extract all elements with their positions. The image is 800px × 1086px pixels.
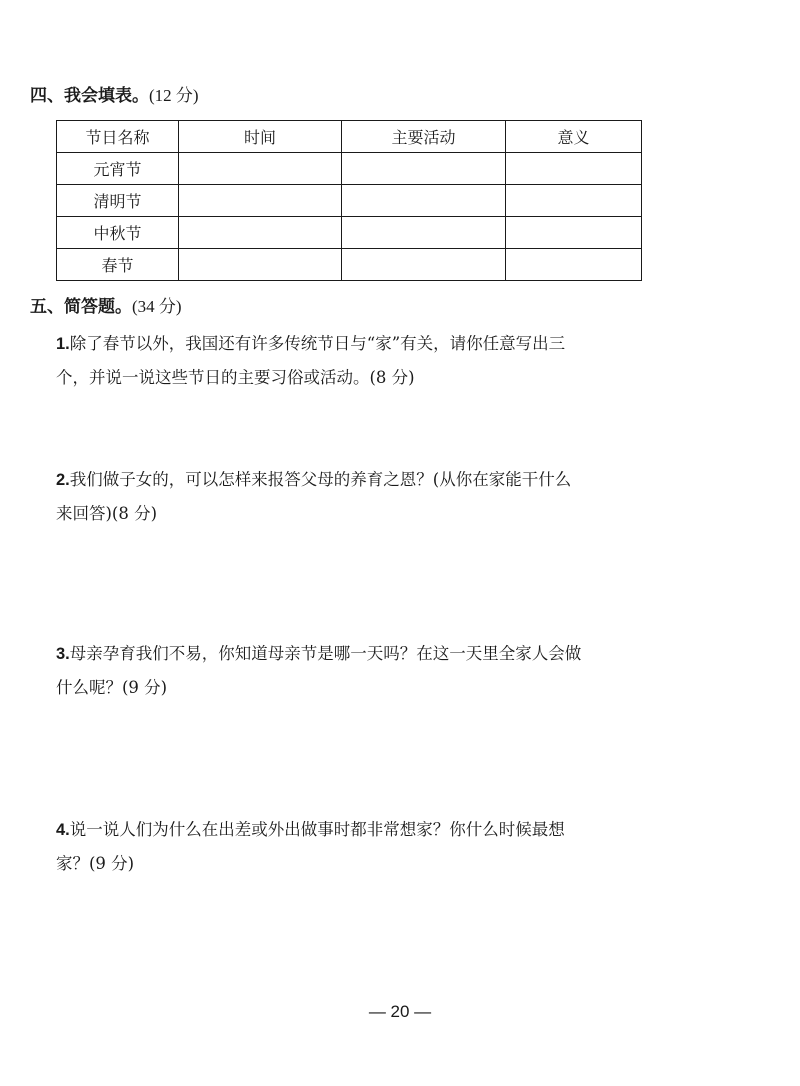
- festival-name-cell: 清明节: [57, 185, 179, 217]
- question-line: [56, 463, 646, 497]
- table-row: [57, 185, 642, 217]
- question-line: [56, 327, 646, 361]
- meaning-cell[interactable]: [506, 249, 642, 281]
- section-5-heading: 五、简答题。: [30, 297, 132, 317]
- festival-name-cell: 元宵节: [57, 153, 179, 185]
- header-time: 时间: [179, 121, 342, 153]
- time-cell[interactable]: [179, 217, 342, 249]
- question-text: 说一说人们为什么在出差或外出做事时都非常想家？你什么时候最想: [69, 820, 565, 839]
- time-cell[interactable]: [179, 153, 342, 185]
- festival-name-cell: 中秋节: [57, 217, 179, 249]
- page-number: — 20 —: [368, 1002, 432, 1021]
- question-1: [56, 327, 646, 395]
- festival-table: [56, 120, 642, 281]
- section-4-heading: 四、我会填表。: [30, 86, 149, 106]
- question-line: [56, 813, 646, 847]
- festival-name-cell: 春节: [57, 249, 179, 281]
- question-text: 我们做子女的，可以怎样来报答父母的养育之恩？(从你在家能干什么: [69, 470, 572, 489]
- question-number: 2.: [56, 471, 70, 489]
- table-header-row: [57, 121, 642, 153]
- activity-cell[interactable]: [342, 185, 506, 217]
- question-2: [56, 463, 646, 531]
- time-cell[interactable]: [179, 249, 342, 281]
- time-cell[interactable]: [179, 185, 342, 217]
- meaning-cell[interactable]: [506, 185, 642, 217]
- section-5-score: (34 分): [132, 297, 182, 316]
- question-number: 1.: [56, 335, 70, 353]
- question-4: [56, 813, 646, 881]
- activity-cell[interactable]: [342, 217, 506, 249]
- table-row: [57, 153, 642, 185]
- table-row: [57, 249, 642, 281]
- meaning-cell[interactable]: [506, 217, 642, 249]
- question-line: [56, 637, 646, 671]
- question-number: 4.: [56, 821, 70, 839]
- section-5-title: [30, 296, 182, 318]
- table-row: [57, 217, 642, 249]
- question-text: 家？(9 分): [56, 854, 135, 873]
- header-meaning: 意义: [506, 121, 642, 153]
- question-3: [56, 637, 646, 705]
- question-text: 母亲孕育我们不易，你知道母亲节是哪一天吗？在这一天里全家人会做: [69, 644, 582, 663]
- question-text: 个，并说一说这些节日的主要习俗或活动。(8 分): [56, 368, 415, 387]
- question-text: 什么呢？(9 分): [56, 678, 168, 697]
- activity-cell[interactable]: [342, 249, 506, 281]
- question-number: 3.: [56, 645, 70, 663]
- section-4-title: [30, 85, 199, 107]
- header-main-activity: 主要活动: [342, 121, 506, 153]
- question-text: 来回答)(8 分): [56, 504, 158, 523]
- question-text: 除了春节以外，我国还有许多传统节日与“家”有关，请你任意写出三: [69, 334, 566, 353]
- header-festival-name: 节日名称: [57, 121, 179, 153]
- section-4-score: (12 分): [149, 86, 199, 105]
- meaning-cell[interactable]: [506, 153, 642, 185]
- activity-cell[interactable]: [342, 153, 506, 185]
